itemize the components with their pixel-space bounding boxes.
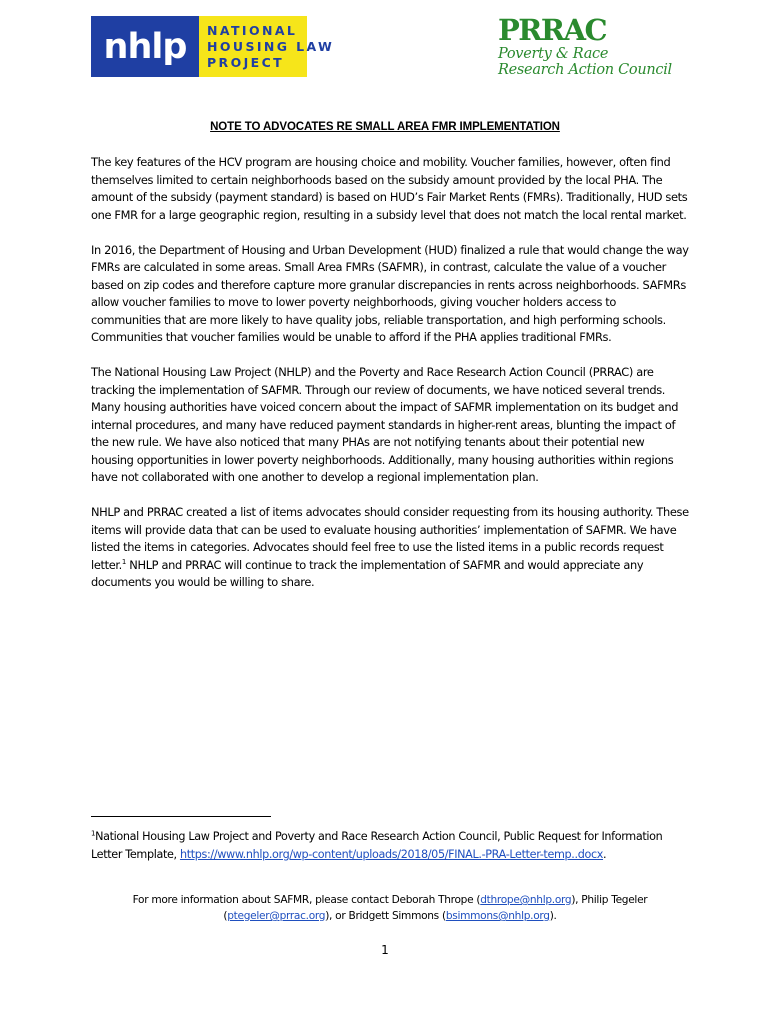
prrac-logo-line: Research Action Council — [498, 62, 672, 78]
paragraph — [91, 504, 689, 592]
email-link-tegeler[interactable]: ptegeler@prrac.org — [227, 910, 326, 922]
footnote — [91, 828, 689, 863]
nhlp-logo-line: HOUSING LAW — [207, 38, 335, 54]
nhlp-logo-mark: nhlp — [91, 16, 199, 77]
footnote-link[interactable]: https://www.nhlp.org/wp-content/uploads/2018/05/FINAL.-PRA-Letter-temp..docx — [179, 847, 604, 861]
paragraph-text: NHLP and PRRAC will continue to track the implementation of SAFMR and would appreciate any documents you would be willing to share. — [91, 557, 644, 589]
footnote-reference[interactable]: 1 — [121, 557, 127, 566]
footnote-marker: 1 — [91, 829, 96, 838]
contact-text: ), Philip Tegeler ( — [223, 894, 648, 922]
contact-text: ). — [549, 910, 557, 922]
paragraph: The National Housing Law Project (NHLP) and the Poverty and Race Research Action Council (PRRAC) are tracking the implementation of SAFMR. Through our review of documents, we have noticed several trends. Many housing authorities have voiced concern about the impact of SAFMR implementation on its budget and internal procedures, and many have reduced payment standards in higher-rent areas, blunting the impact of the new rule. We have also noticed that many PHAs are not notifying tenants about their potential new housing opportunities in lower poverty neighborhoods. Additionally, many housing authorities within regions have not collaborated with one another to develop a regional implementation plan. — [91, 365, 679, 484]
nhlp-logo — [91, 16, 335, 77]
contact-text: ), or Bridgett Simmons ( — [325, 910, 446, 922]
document-body — [91, 154, 689, 609]
footnote-divider — [91, 816, 271, 817]
paragraph: In 2016, the Department of Housing and Urban Development (HUD) finalized a rule that would change the way FMRs are calculated in some areas. Small Area FMRs (SAFMR), in contrast, calculate the value of a voucher based on zip codes and therefore capture more granular discrepancies in rents across neighborhoods. SAFMRs allow voucher families to move to lower poverty neighborhoods, giving voucher holders access to communities that are more likely to have quality jobs, reliable transportation, and high performing schools. Communities that voucher families would be unable to afford if the PHA applies traditional FMRs. — [91, 242, 689, 344]
email-link-thrope[interactable]: dthrope@nhlp.org — [480, 894, 572, 906]
page-number: 1 — [381, 943, 389, 957]
email-link-simmons[interactable]: bsimmons@nhlp.org — [445, 910, 550, 922]
footnote-end: . — [603, 847, 607, 861]
footnote-text: National Housing Law Project and Poverty and Race Research Action Council, Public Request for Information Letter Template, — [91, 830, 663, 861]
contact-text: For more information about SAFMR, please contact Deborah Thrope ( — [132, 894, 481, 906]
contact-info — [91, 892, 689, 924]
nhlp-logo-line: PROJECT — [207, 54, 285, 70]
prrac-logo-mark: PRRAC — [498, 13, 607, 47]
prrac-logo-line: Poverty & Race — [498, 46, 609, 62]
paragraph: The key features of the HCV program are housing choice and mobility. Voucher families, however, often find themselves limited to certain neighborhoods based on the subsidy amount provided by the local PHA. The amount of the subsidy (payment standard) is based on HUD’s Fair Market Rents (FMRs). Traditionally, HUD sets one FMR for a large geographic region, resulting in a subsidy level that does not match the local rental market. — [91, 155, 688, 222]
nhlp-logo-line: NATIONAL — [207, 22, 298, 38]
nhlp-logo-text — [199, 16, 335, 77]
document-title: NOTE TO ADVOCATES RE SMALL AREA FMR IMPLEMENTATION — [210, 121, 560, 133]
prrac-logo — [498, 14, 698, 78]
paragraph-text: NHLP and PRRAC created a list of items advocates should consider requesting from its housing authority. These items will provide data that can be used to evaluate housing authorities’ implementation of SAFMR. We have listed the items in categories. Advocates should feel free to use the listed items in a public records request letter. — [91, 505, 689, 572]
